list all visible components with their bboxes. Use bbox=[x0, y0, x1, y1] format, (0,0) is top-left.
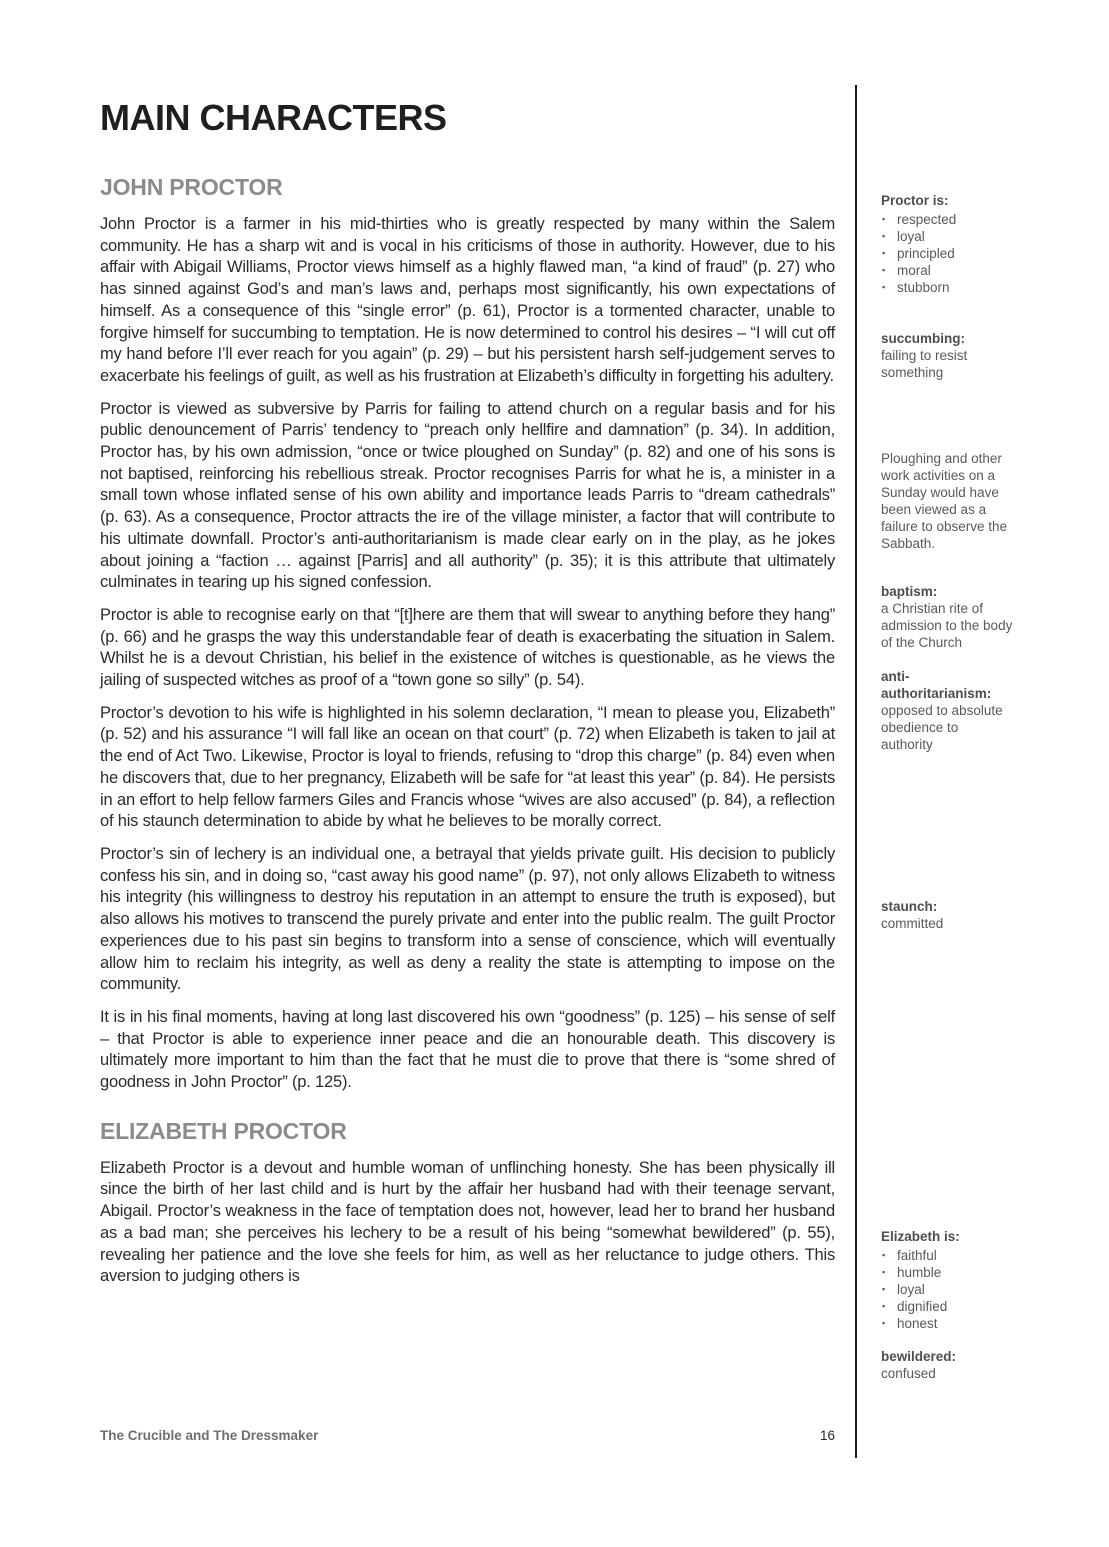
square-bullet-icon: ▪ bbox=[882, 248, 886, 258]
trait-label: principled bbox=[897, 246, 955, 261]
definition-text: opposed to absolute obedience to authority bbox=[881, 703, 1003, 752]
paragraph: Proctor’s devotion to his wife is highlighted in his solemn declaration, “I mean to please you, Elizabeth” (p. 52) and his assurance “I will fall like an ocean on that court” (p. 72) when Elizabeth is taken to jail at the end of Act Two. Likewise, Proctor is loyal to friends, refusing to “drop this charge” (p. 84) even when he discovers that, due to her pregnancy, Elizabeth will be safe for “at least this year” (p. 84). He persists in an effort to help fellow farmers Giles and Francis whose “wives are also accused” (p. 84), a reflection of his staunch determination to abide by what he believes to be morally correct. bbox=[100, 703, 835, 831]
vertical-divider bbox=[855, 85, 857, 1458]
margin-note-definition-succumbing bbox=[881, 330, 1013, 381]
list-item bbox=[881, 228, 1013, 245]
trait-label: stubborn bbox=[897, 280, 950, 295]
trait-label: humble bbox=[897, 1265, 942, 1280]
definition-text: a Christian rite of admission to the body of the Church bbox=[881, 601, 1013, 650]
section-heading-john-proctor: JOHN PROCTOR bbox=[100, 174, 283, 200]
traits-list bbox=[881, 211, 1013, 296]
list-item bbox=[881, 245, 1013, 262]
note-text: Ploughing and other work activities on a Sunday would have been viewed as a failure to observe the Sabbath. bbox=[881, 451, 1008, 551]
paragraph: Proctor is viewed as subversive by Parris for failing to attend church on a regular basis and for his public denouncement of Parris’ tendency to “preach only hellfire and damnation” (p. 34). In addition, Proctor has, by his own admission, “once or twice ploughed on Sunday” (p. 82) and one of his sons is not baptised, reinforcing his rebellious streak. Proctor recognises Parris for what he is, a minister in a small town whose inflated sense of his own ability and importance leads Parris to “dream cathedrals” (p. 63). As a consequence, Proctor attracts the ire of the village minister, a factor that will contribute to his ultimate downfall. Proctor’s anti-authoritarianism is made clear early on in the play, as he jokes about joining a “faction … against [Parris] and all authority” (p. 35); it is this attribute that ultimately culminates in tearing up his signed confession. bbox=[100, 399, 835, 592]
list-item bbox=[881, 262, 1013, 279]
definition-term: bewildered: bbox=[881, 1349, 957, 1364]
definition-term: baptism: bbox=[881, 584, 938, 599]
traits-list bbox=[881, 1247, 1013, 1332]
trait-label: dignified bbox=[897, 1299, 948, 1314]
square-bullet-icon: ▪ bbox=[882, 265, 886, 275]
definition-text: failing to resist something bbox=[881, 348, 968, 380]
trait-label: loyal bbox=[897, 1282, 925, 1297]
definition-term: anti-authoritarianism: bbox=[881, 669, 992, 701]
margin-note-definition-bewildered bbox=[881, 1348, 1013, 1382]
list-item bbox=[881, 1247, 1013, 1264]
footer-page-number: 16 bbox=[819, 1428, 835, 1443]
list-item bbox=[881, 211, 1013, 228]
square-bullet-icon: ▪ bbox=[882, 1318, 886, 1328]
section-heading-elizabeth-proctor: ELIZABETH PROCTOR bbox=[100, 1117, 347, 1144]
list-item bbox=[881, 1315, 1013, 1332]
margin-note-ploughing bbox=[881, 450, 1013, 552]
square-bullet-icon: ▪ bbox=[882, 1301, 886, 1311]
definition-term: succumbing: bbox=[881, 331, 966, 346]
footer-book-title: The Crucible and The Dressmaker bbox=[100, 1428, 319, 1443]
definition-text: committed bbox=[881, 916, 944, 931]
paragraph: Proctor is able to recognise early on that “[t]here are them that will swear to anything before they hang” (p. 66) and he grasps the way this understandable fear of death is exacerbating the situation in Salem. Whilst he is a devout Christian, his belief in the existence of witches is questionable, as he views the jailing of suspected witches as proof of a “town gone so silly” (p. 54). bbox=[100, 605, 835, 690]
margin-note-title: Elizabeth is: bbox=[881, 1229, 960, 1244]
margin-note-definition-staunch bbox=[881, 898, 1013, 932]
margin-note-elizabeth-traits bbox=[881, 1228, 1013, 1332]
square-bullet-icon: ▪ bbox=[882, 231, 886, 241]
trait-label: loyal bbox=[897, 229, 925, 244]
square-bullet-icon: ▪ bbox=[882, 1267, 886, 1277]
list-item bbox=[881, 279, 1013, 296]
page-footer bbox=[100, 1428, 835, 1444]
trait-label: faithful bbox=[897, 1248, 937, 1263]
page-title: MAIN CHARACTERS bbox=[100, 97, 447, 138]
paragraph: It is in his final moments, having at long last discovered his own “goodness” (p. 125) – his sense of self – that Proctor is able to experience inner peace and die an honourable death. This discovery is ultimately more important to him than the fact that he must die to prove that there is “some shred of goodness in John Proctor” (p. 125). bbox=[100, 1007, 835, 1092]
margin-note-definition-anti-authoritarianism bbox=[881, 668, 1013, 753]
trait-label: moral bbox=[897, 263, 931, 278]
main-text-column bbox=[100, 0, 835, 1288]
trait-label: honest bbox=[897, 1316, 938, 1331]
paragraph: Elizabeth Proctor is a devout and humble woman of unflinching honesty. She has been physically ill since the birth of her last child and is hurt by the affair her husband had with their teenage servant, Abigail. Proctor’s weakness in the face of temptation does not, however, lead her to brand her husband as a bad man; she perceives his lechery to be a result of his being “somewhat bewildered” (p. 55), revealing her patience and the love she feels for him, as well as her reluctance to judge others. This aversion to judging others is bbox=[100, 1158, 835, 1286]
margin-note-title: Proctor is: bbox=[881, 193, 949, 208]
square-bullet-icon: ▪ bbox=[882, 1284, 886, 1294]
square-bullet-icon: ▪ bbox=[882, 282, 886, 292]
square-bullet-icon: ▪ bbox=[882, 214, 886, 224]
list-item bbox=[881, 1281, 1013, 1298]
margin-note-proctor-traits bbox=[881, 192, 1013, 296]
list-item bbox=[881, 1264, 1013, 1281]
square-bullet-icon: ▪ bbox=[882, 1250, 886, 1260]
margin-note-definition-baptism bbox=[881, 583, 1013, 651]
paragraph: John Proctor is a farmer in his mid-thirties who is greatly respected by many within the Salem community. He has a sharp wit and is vocal in his criticisms of those in authority. However, due to his affair with Abigail Williams, Proctor views himself as a highly flawed man, “a kind of fraud” (p. 27) who has sinned against God’s and man’s laws and, perhaps most significantly, his own expectations of himself. As a consequence of this “single error” (p. 61), Proctor is a tormented character, unable to forgive himself for succumbing to temptation. He is now determined to control his desires – “I will cut off my hand before I’ll ever reach for you again” (p. 29) – but his persistent harsh self-judgement serves to exacerbate his feelings of guilt, as well as his frustration at Elizabeth’s difficulty in forgetting his adultery. bbox=[100, 215, 835, 385]
paragraph: Proctor’s sin of lechery is an individual one, a betrayal that yields private guilt. His decision to publicly confess his sin, and in doing so, “cast away his good name” (p. 97), not only allows Elizabeth to witness his integrity (his willingness to destroy his reputation in an attempt to ensure the truth is exposed), but also allows his motives to transcend the purely private and enter into the public realm. The guilt Proctor experiences due to his past sin begins to transform into a sense of conscience, which will eventually allow him to reclaim his integrity, as well as deny a reality the state is attempting to impose on the community. bbox=[100, 844, 835, 994]
trait-label: respected bbox=[897, 212, 957, 227]
definition-text: confused bbox=[881, 1366, 936, 1381]
list-item bbox=[881, 1298, 1013, 1315]
definition-term: staunch: bbox=[881, 899, 938, 914]
